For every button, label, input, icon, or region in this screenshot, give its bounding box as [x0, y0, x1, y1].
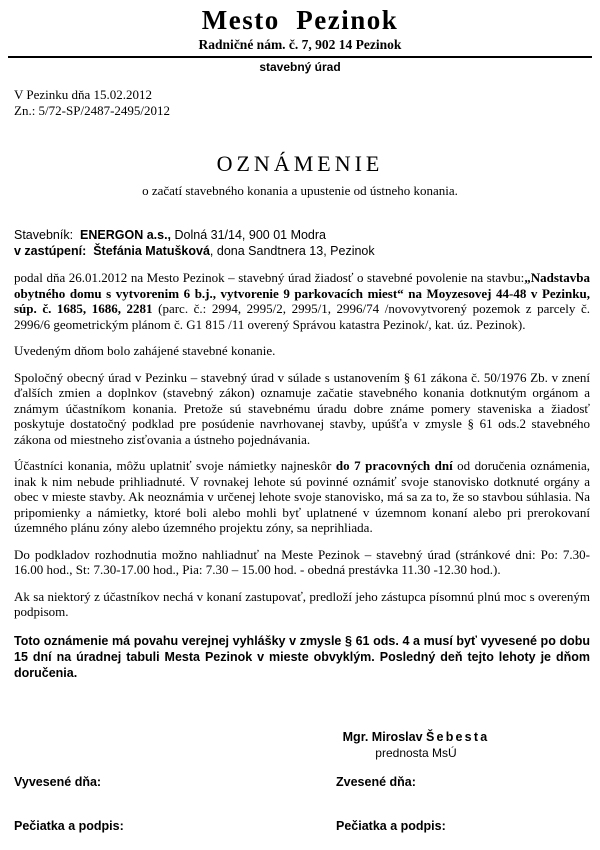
municipality-address: Radničné nám. č. 7, 902 14 Pezinok — [198, 37, 402, 52]
document-title: OZNÁMENIE — [216, 151, 384, 176]
builder-label: Stavebník: — [14, 228, 74, 242]
document-body — [8, 259, 592, 620]
objections-deadline-text: do 7 pracovných dní — [335, 458, 453, 473]
file-number: Zn.: 5/72-SP/2487-2495/2012 — [14, 103, 171, 118]
posted-date-label: Vyvesené dňa: — [14, 775, 102, 789]
reference-block — [8, 75, 592, 119]
signatory-title-prefix: Mgr. Miroslav — [342, 729, 426, 744]
paragraph-application — [14, 259, 590, 332]
signatory-name — [343, 729, 490, 745]
department-name: stavebný úrad — [259, 60, 341, 74]
representative-name: Štefánia Matušková — [93, 244, 210, 258]
builder-name: ENERGON a.s., — [80, 228, 172, 242]
stamp-label-left: Pečiatka a podpis: — [14, 819, 124, 833]
removed-date-label: Zvesené dňa: — [336, 775, 416, 789]
signatory-surname: Šebesta — [426, 729, 490, 744]
parcel-details-text: (parc. č.: 2994, 2995/2, 2995/1, 2996/74 /novovytvorený pozemok z parcely č. 2996/6 geometrickým plánom č. G1 815 /11 overený Správou katastra Pezinok/, kat. úz. Pezinok). — [14, 301, 590, 332]
paragraph-legal-basis: Spoločný obecný úrad v Pezinku – stavebný úrad v súlade s ustanovením § 61 zákona č. 50/1976 Zb. v znení ďalších zmien a doplnkov (stavebný zákon) oznamuje začatie stavebného konania dotknutým orgánom a známym účastníkom konania. Pretože sú stavebnému úradu dobre známe pomery staveniska a žiadosť poskytuje dostatočný podklad pre posúdenie navrhovanej stavby, upúšťa v zmysle § 61 ods.2 stavebného zákona od miestneho zisťovania a ústneho pojednávania. — [14, 369, 590, 447]
paragraph-representation: Ak sa niektorý z účastníkov nechá v konaní zastupovať, predloží jeho zástupca písomnú plnú moc s overeným podpisom. — [14, 588, 590, 619]
signatory-role: prednosta MsÚ — [375, 745, 457, 760]
place-and-date: V Pezinku dňa 15.02.2012 — [14, 87, 153, 102]
stamp-label-right: Pečiatka a podpis: — [336, 819, 446, 833]
paragraph-commencement: Uvedeným dňom bolo zahájené stavebné konanie. — [14, 343, 276, 358]
document-subtitle: o začatí stavebného konania a upustenie od ústneho konania. — [142, 183, 458, 198]
paragraph-objections — [14, 447, 590, 536]
posting-footer — [8, 746, 592, 834]
stamp-signature-row — [8, 790, 592, 834]
paragraph-public-notice: Toto oznámenie má povahu verejnej vyhlášky v zmysle § 61 ods. 4 a musí byť vyvesené po dobu 15 dní na úradnej tabuli Mesta Pezinok v mieste obvyklým. Posledný deň tejto lehoty je dňom doručenia. — [14, 633, 590, 680]
objections-remainder-text: od doručenia oznámenia, inak k nim nebude prihliadnuté. V rovnakej lehote sú povinné oznámiť svoje stanovisko dotknuté orgány a obec v mieste stavby. Ak neoznámia v určenej lehote svoje stanovisko, má sa za to, že so stavbou súhlasia. Na pripomienky a námietky, ktoré boli alebo mohli byť uplatnené v územnom konaní alebo pri prerokovaní územného plánu zóny alebo územného projektu zóny, sa neprihliada. — [14, 458, 590, 535]
posting-dates-row — [8, 746, 592, 790]
representative-label: v zastúpení: — [14, 244, 87, 258]
representative-row — [14, 243, 592, 259]
construction-name-text: „Nadstavba obytného domu s vytvorenim 6 b.j., vytvorenie 9 parkovacích miest“ na Moyzesovej 44-48 v Pezinku, súp. č. 1685, 1686, 2281 — [14, 270, 590, 316]
paragraph-office-hours: Do podkladov rozhodnutia možno nahliadnuť na Meste Pezinok – stavebný úrad (stránkové dni: Po: 7.30-16.00 hod., St: 7.30-17.00 hod., Pia: 7.30 – 15.00 hod. - obedná prestávka 11.30 -12.30 hod.). — [14, 546, 590, 577]
parties-block — [8, 199, 592, 259]
municipality-title: Mesto Pezinok — [201, 5, 399, 35]
builder-address: Dolná 31/14, 900 01 Modra — [171, 228, 326, 242]
representative-address: , dona Sandtnera 13, Pezinok — [209, 244, 375, 258]
application-intro-text: podal dňa 26.01.2012 na Mesto Pezinok – stavebný úrad žiadosť o stavebné povolenie na stavbu: — [14, 270, 525, 285]
objections-intro-text: Účastníci konania, môžu uplatniť svoje námietky najneskôr — [14, 458, 336, 473]
document-header — [8, 0, 592, 75]
builder-row — [14, 227, 592, 243]
